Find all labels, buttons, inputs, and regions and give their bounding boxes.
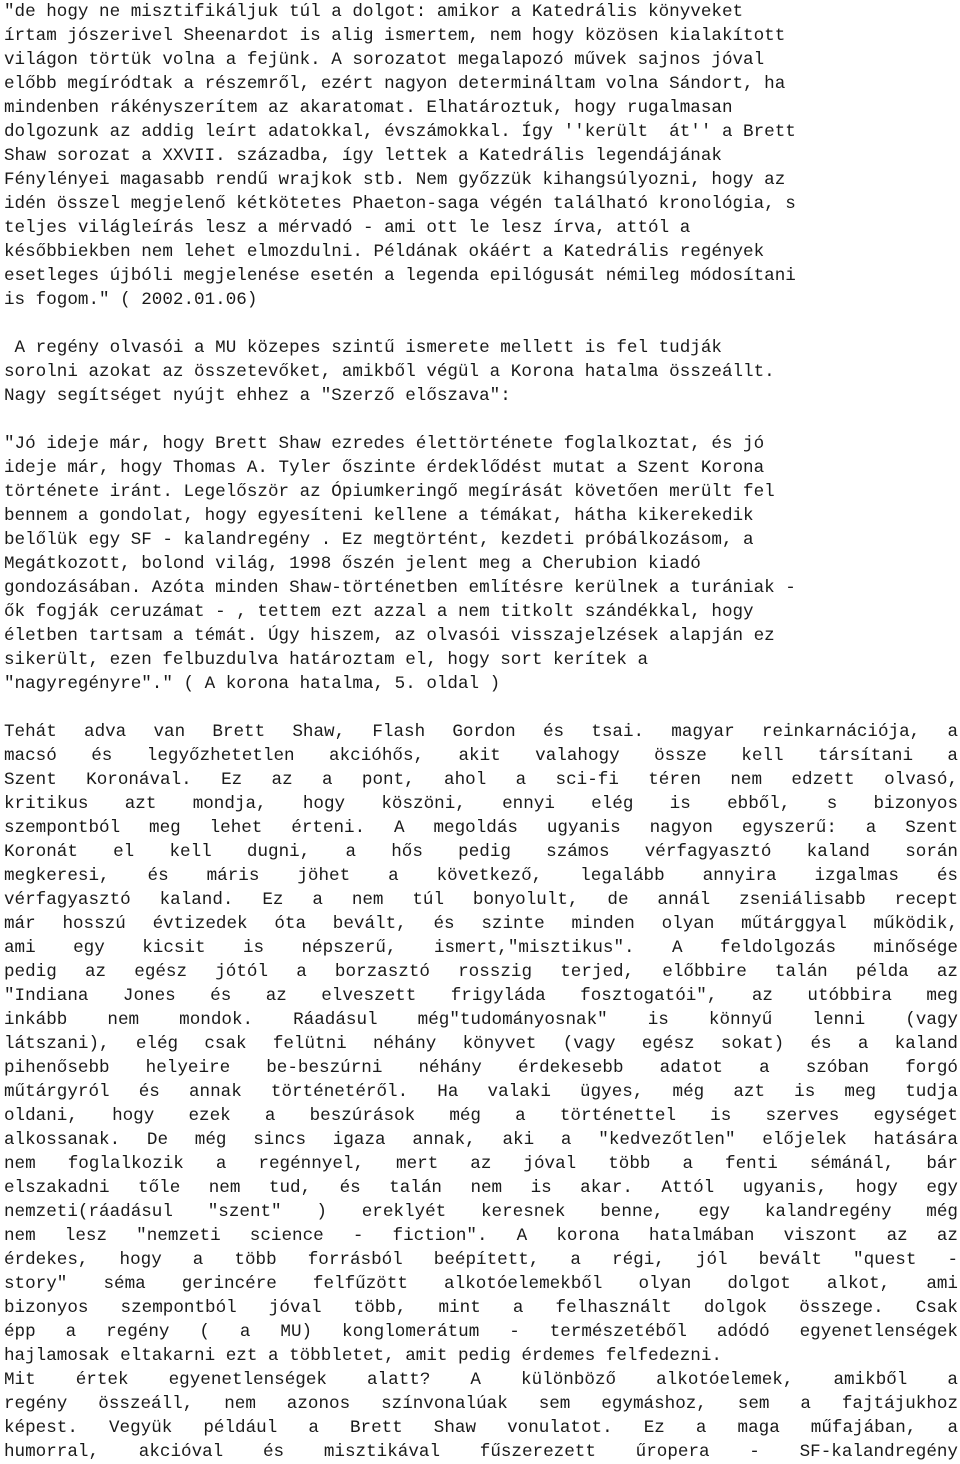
paragraph-gap [4,696,958,720]
text-line: Nagy segítséget nyújt ehhez a "Szerző előszava": [4,386,511,406]
text-line: Tehát adva van Brett Shaw, Flash Gordon és tsai. magyar reinkarnációja, a [4,722,958,742]
text-line: nem foglalkozik a regénnyel, mert az jóval több a fenti sémánál, bár [4,1154,958,1174]
body-paragraph-5 [4,1368,958,1464]
text-line: Koronát el kell dugni, a hős pedig számos vérfagyasztó kaland során [4,842,958,862]
text-line: humorral, akcióval és misztikával fűszerezett űropera - SF-kalandregény [4,1442,958,1462]
text-line: sikerült, ezen felbuzdulva határoztam el, hogy sort kerítek a [4,650,649,670]
text-line: épp a regény ( a MU) konglomerátum - természetéből adódó egyenetlenségek [4,1322,958,1342]
text-line: "de hogy ne misztifikáljuk túl a dolgot: amikor a Katedrális könyveket [4,2,744,22]
text-line: teljes világleírás lesz a mérvadó - ami ott le lesz írva, attól a [4,218,691,238]
text-line: alkossanak. De még sincs igaza annak, aki a "kedvezőtlen" előjelek hatására [4,1130,958,1150]
quote-paragraph-3 [4,432,958,696]
text-line: inkább nem mondok. Ráadásul még"tudományosnak" is könnyű lenni (vagy [4,1010,958,1030]
document-page [4,0,958,1464]
text-line: is fogom." ( 2002.01.06) [4,290,258,310]
text-line: ők fogják ceruzámat - , tettem ezt azzal a nem titkolt szándékkal, hogy [4,602,754,622]
body-paragraph-2 [4,336,958,408]
text-line: megkeresi, és máris jöhet a következő, legalább annyira izgalmas és [4,866,958,886]
text-line: műtárgyról és annak történetéről. Ha valaki ügyes, még azt is meg tudja [4,1082,958,1102]
text-line: macsó és legyőzhetetlen akcióhős, akit valahogy össze kell társítani a [4,746,958,766]
text-line: érdekes, hogy a több forrásból beépített, a régi, jól bevált "quest - [4,1250,958,1270]
text-line: képest. Vegyük például a Brett Shaw vonulatot. Ez a maga műfajában, a [4,1418,958,1438]
text-line: világon törtük volna a fejünk. A sorozatot megalapozó művek sajnos jóval [4,50,765,70]
text-line: A regény olvasói a MU közepes szintű ismerete mellett is fel tudják [4,338,722,358]
text-line: előbb megíródtak a részemről, ezért nagyon determináltam volna Sándort, ha [4,74,786,94]
text-line: Megátkozott, bolond világ, 1998 őszén jelent meg a Cherubion kiadó [4,554,701,574]
text-line: hajlamosak eltakarni ezt a többletet, amit pedig érdemes felfedezni. [4,1346,722,1366]
text-line: Szent Koronával. Ez az a pont, ahol a sci-fi téren nem edzett olvasó, [4,770,958,790]
text-line: belőlük egy SF - kalandregény . Ez megtörtént, kezdeti próbálkozásom, a [4,530,754,550]
text-line: már hosszú évtizedek óta bevált, és szinte minden olyan műtárggyal működik, [4,914,958,934]
text-line: pedig az egész jótól a borzasztó rosszig terjed, előbbire talán példa az [4,962,958,982]
text-line: Mit értek egyenetlenségek alatt? A különböző alkotóelemek, amikből a [4,1370,958,1390]
text-line: Fénylényei magasabb rendű wrajkok stb. Nem győzzük kihangsúlyozni, hogy az [4,170,786,190]
text-line: bennem a gondolat, hogy egyesíteni kellene a témákat, hátha kikerekedik [4,506,754,526]
text-line: ideje már, hogy Thomas A. Tyler őszinte érdeklődést mutat a Szent Korona [4,458,765,478]
paragraph-gap [4,312,958,336]
text-line: "nagyregényre"." ( A korona hatalma, 5. oldal ) [4,674,501,694]
text-line: kritikus azt mondja, hogy köszöni, ennyi elég is ebből, s bizonyos [4,794,958,814]
text-line: szempontból meg lehet érteni. A megoldás ugyanis nagyon egyszerű: a Szent [4,818,958,838]
text-line: pihenősebb helyeire be-beszúrni néhány érdekesebb adatot a szóban forgó [4,1058,958,1078]
text-line: története iránt. Legelőször az Ópiumkeringő megírását követően merült fel [4,482,775,502]
quote-paragraph-1 [4,0,958,312]
text-line: gondozásában. Azóta minden Shaw-történetben említésre kerülnek a turániak - [4,578,796,598]
text-line: "Indiana Jones és az elveszett frigyláda fosztogatói", az utóbbira meg [4,986,958,1006]
text-line: dolgozunk az addig leírt adatokkal, évszámokkal. Így ''került át'' a Brett [4,122,796,142]
text-line: elszakadni tőle nem tud, és talán nem is akar. Attól ugyanis, hogy egy [4,1178,958,1198]
text-line: nem lesz "nemzeti science - fiction". A korona hatalmában viszont az az [4,1226,958,1246]
text-line: mindenben rákényszerítem az akaratomat. Elhatároztuk, hogy rugalmasan [4,98,733,118]
text-line: vérfagyasztó kaland. Ez a nem túl bonyolult, de annál zseniálisabb recept [4,890,958,910]
text-line: látszani), elég csak felütni néhány könyvet (vagy egész sokat) és a kaland [4,1034,958,1054]
text-line: oldani, hogy ezek a beszúrások még a történettel is szerves egységet [4,1106,958,1126]
text-line: későbbiekben nem lehet elmozdulni. Példának okáért a Katedrális regények [4,242,765,262]
text-line: regény összeáll, nem azonos színvonalúak sem egymáshoz, sem a fajtájukhoz [4,1394,958,1414]
body-paragraph-4 [4,720,958,1368]
text-line: idén összel megjelenő kétkötetes Phaeton-saga végén található kronológia, s [4,194,796,214]
text-line: nemzeti(ráadásul "szent" ) ereklyét keresnek benne, egy kalandregény még [4,1202,958,1222]
text-line: esetleges újbóli megjelenése esetén a legenda epilógusát némileg módosítani [4,266,796,286]
text-line: ami egy kicsit is népszerű, ismert,"misztikus". A feldolgozás minősége [4,938,958,958]
text-line: életben tartsam a témát. Úgy hiszem, az olvasói visszajelzések alapján ez [4,626,775,646]
text-line: sorolni azokat az összetevőket, amikből végül a Korona hatalma összeállt. [4,362,775,382]
text-line: story" séma gerincére felfűzött alkotóelemekből olyan dolgot alkot, ami [4,1274,958,1294]
text-line: írtam jószerivel Sheenardot is alig ismertem, nem hogy közösen kialakított [4,26,786,46]
text-line: "Jó ideje már, hogy Brett Shaw ezredes élettörténete foglalkoztat, és jó [4,434,765,454]
paragraph-gap [4,408,958,432]
text-line: bizonyos szempontból jóval több, mint a felhasznált dolgok összege. Csak [4,1298,958,1318]
text-line: Shaw sorozat a XXVII. századba, így lettek a Katedrális legendájának [4,146,722,166]
